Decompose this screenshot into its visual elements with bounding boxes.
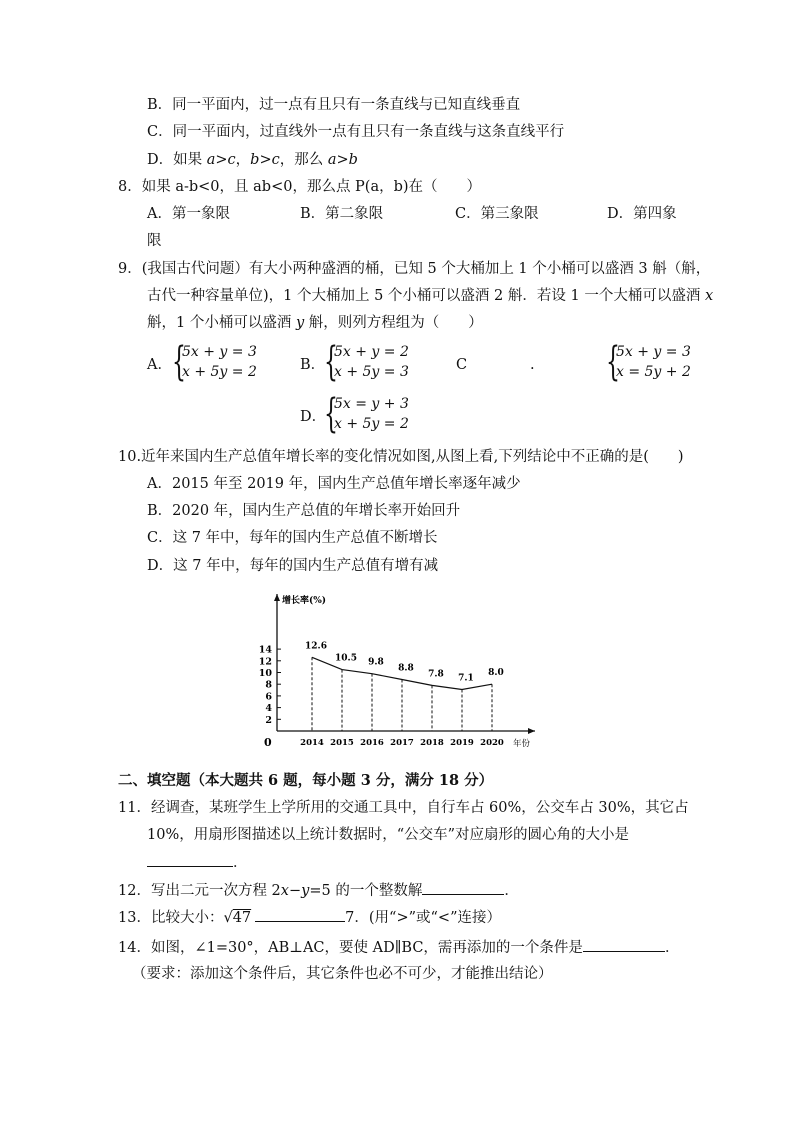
q9-c-eq2: x = 5y + 2 <box>616 364 691 380</box>
x-axis-label: 年份 <box>513 739 531 749</box>
q12-minus: − <box>288 883 302 899</box>
q9-stem-line3 <box>147 313 483 333</box>
data-label: 9.8 <box>368 657 384 668</box>
q9-b-eq1: 5x + y = 2 <box>334 344 409 360</box>
sqrt-icon: √ <box>223 910 233 926</box>
q12-var-x: x <box>280 883 289 899</box>
x-tick-label: 2014 <box>300 738 324 748</box>
q14-note: （要求：添加这个条件后，其它条件也必不可少，才能推出结论） <box>132 966 553 982</box>
x-tick-label: 2016 <box>360 738 384 748</box>
q8-stem: 8．如果 a-b<0，且 ab<0，那么点 P(a，b)在（ ） <box>118 179 482 195</box>
brace-icon: { <box>324 339 338 385</box>
q7-d-sep2: ，那么 <box>279 152 328 168</box>
q12-answer-blank[interactable] <box>422 880 504 895</box>
q9-line2-text: 古代一种容量单位)，1 个大桶加上 5 个小桶可以盛酒 2 斛．若设 1 一个大桶可以盛酒 <box>147 288 705 304</box>
brace-icon: { <box>324 391 338 437</box>
data-label: 7.8 <box>428 669 444 680</box>
q9-option-b-label: B． <box>300 357 326 373</box>
q14-line <box>118 937 679 958</box>
data-label: 8.0 <box>488 668 504 679</box>
q11-end: ． <box>233 855 248 871</box>
q11-line3 <box>147 852 248 873</box>
q7-d-math1: a>c <box>206 152 236 168</box>
q13-radicand: 47 <box>232 910 252 926</box>
y-tick-label: 10 <box>258 668 272 679</box>
data-label: 12.6 <box>305 641 327 652</box>
q7-option-b: B．同一平面内，过一点有且只有一条直线与已知直线垂直 <box>147 97 521 113</box>
q9-option-a-label: A． <box>147 357 172 373</box>
data-label: 7.1 <box>458 673 474 684</box>
x-tick-label: 2017 <box>390 738 414 748</box>
brace-icon: { <box>172 339 186 385</box>
q8-option-c: C．第三象限 <box>455 206 539 222</box>
x-tick-label: 2018 <box>420 738 444 748</box>
q13-answer-blank[interactable] <box>255 907 345 922</box>
q12-post: =5 的一个整数解 <box>309 883 423 899</box>
y-axis-label: 增长率(%) <box>282 596 327 606</box>
q8-option-a: A．第一象限 <box>147 206 230 222</box>
q11-line2: 10%，用扇形图描述以上统计数据时，“公交车”对应扇形的圆心角的大小是 <box>147 827 630 843</box>
q9-line3-post: 斛，则列方程组为（ ） <box>304 315 483 331</box>
q12-line <box>118 880 519 901</box>
q11-answer-blank[interactable] <box>147 852 233 867</box>
section2-title: 二、填空题（本大题共 6 题，每小题 3 分，满分 18 分） <box>118 772 494 789</box>
brace-icon: { <box>606 339 620 385</box>
x-tick-label: 2015 <box>330 738 354 748</box>
q7-d-prefix: D．如果 <box>147 152 207 168</box>
q9-d-eq1: 5x = y + 3 <box>334 396 409 412</box>
x-tick-label: 2020 <box>480 738 504 748</box>
q10-option-d: D．这 7 年中，每年的国内生产总值有增有减 <box>147 558 439 574</box>
q12-var-y: y <box>301 883 310 899</box>
q9-var-y: y <box>295 315 305 331</box>
q7-option-c: C．同一平面内，过直线外一点有且只有一条直线与这条直线平行 <box>147 124 565 140</box>
y-tick-label: 14 <box>258 644 272 656</box>
y-tick-label: 6 <box>265 691 272 703</box>
origin-label: 0 <box>264 736 272 749</box>
q9-c-eq1: 5x + y = 3 <box>616 344 691 360</box>
q7-d-math2: b>c <box>250 152 280 168</box>
growth-rate-line-chart <box>250 586 550 758</box>
q9-option-c-dot: . <box>530 357 535 373</box>
q7-option-d <box>147 150 358 170</box>
q12-pre: 12．写出二元一次方程 2 <box>118 883 281 899</box>
q9-var-x: x <box>704 288 714 304</box>
q9-line3-pre: 斛，1 个小桶可以盛酒 <box>147 315 296 331</box>
q12-end: ． <box>504 883 519 899</box>
q10-option-a: A．2015 年至 2019 年，国内生产总值年增长率逐年减少 <box>147 476 521 492</box>
q9-stem-line1: 9．(我国古代问题）有大小两种盛酒的桶，已知 5 个大桶加上 1 个小桶可以盛酒 3 斛（斛， <box>118 261 711 277</box>
q9-a-eq1: 5x + y = 3 <box>182 344 257 360</box>
q8-option-b: B．第二象限 <box>300 206 384 222</box>
y-tick-label: 2 <box>265 714 272 726</box>
q14-end: ． <box>664 940 680 956</box>
q9-option-c-label: C <box>456 357 468 373</box>
x-tick-label: 2019 <box>450 738 474 748</box>
q10-stem: 10.近年来国内生产总值年增长率的变化情况如图,从图上看,下列结论中不正确的是( ) <box>118 449 684 465</box>
q8-option-d-wrap: 限 <box>147 233 162 249</box>
q10-option-c: C．这 7 年中，每年的国内生产总值不断增长 <box>147 530 438 546</box>
q11-line1: 11．经调查，某班学生上学所用的交通工具中，自行车占 60%，公交车占 30%，其它占 <box>118 800 689 816</box>
q8-option-d: D．第四象 <box>607 206 677 222</box>
q9-b-eq2: x + 5y = 3 <box>334 364 409 380</box>
q7-d-sep1: ， <box>235 152 251 168</box>
x-axis-arrow-icon <box>528 728 535 734</box>
y-tick-label: 4 <box>265 703 272 715</box>
q9-a-eq2: x + 5y = 2 <box>182 364 257 380</box>
data-label: 10.5 <box>335 653 357 664</box>
q13-pre: 13．比较大小： <box>118 910 224 926</box>
y-axis-arrow-icon <box>274 594 280 601</box>
q13-post: 7．(用“>”或“<”连接） <box>345 910 501 926</box>
q13-line <box>118 907 501 928</box>
data-label: 8.8 <box>398 663 414 674</box>
q10-option-b: B．2020 年，国内生产总值的年增长率开始回升 <box>147 503 461 519</box>
q14-pre: 14．如图，∠1=30°，AB⊥AC，要使 AD∥BC，需再添加的一个条件是 <box>118 940 583 956</box>
y-tick-label: 8 <box>265 679 272 691</box>
q7-d-math3: a>b <box>327 152 358 168</box>
q9-stem-line2 <box>147 286 713 306</box>
q14-answer-blank[interactable] <box>583 937 665 952</box>
q9-option-d-label: D． <box>300 409 327 425</box>
y-tick-label: 12 <box>258 656 272 668</box>
q9-d-eq2: x + 5y = 2 <box>334 416 409 432</box>
